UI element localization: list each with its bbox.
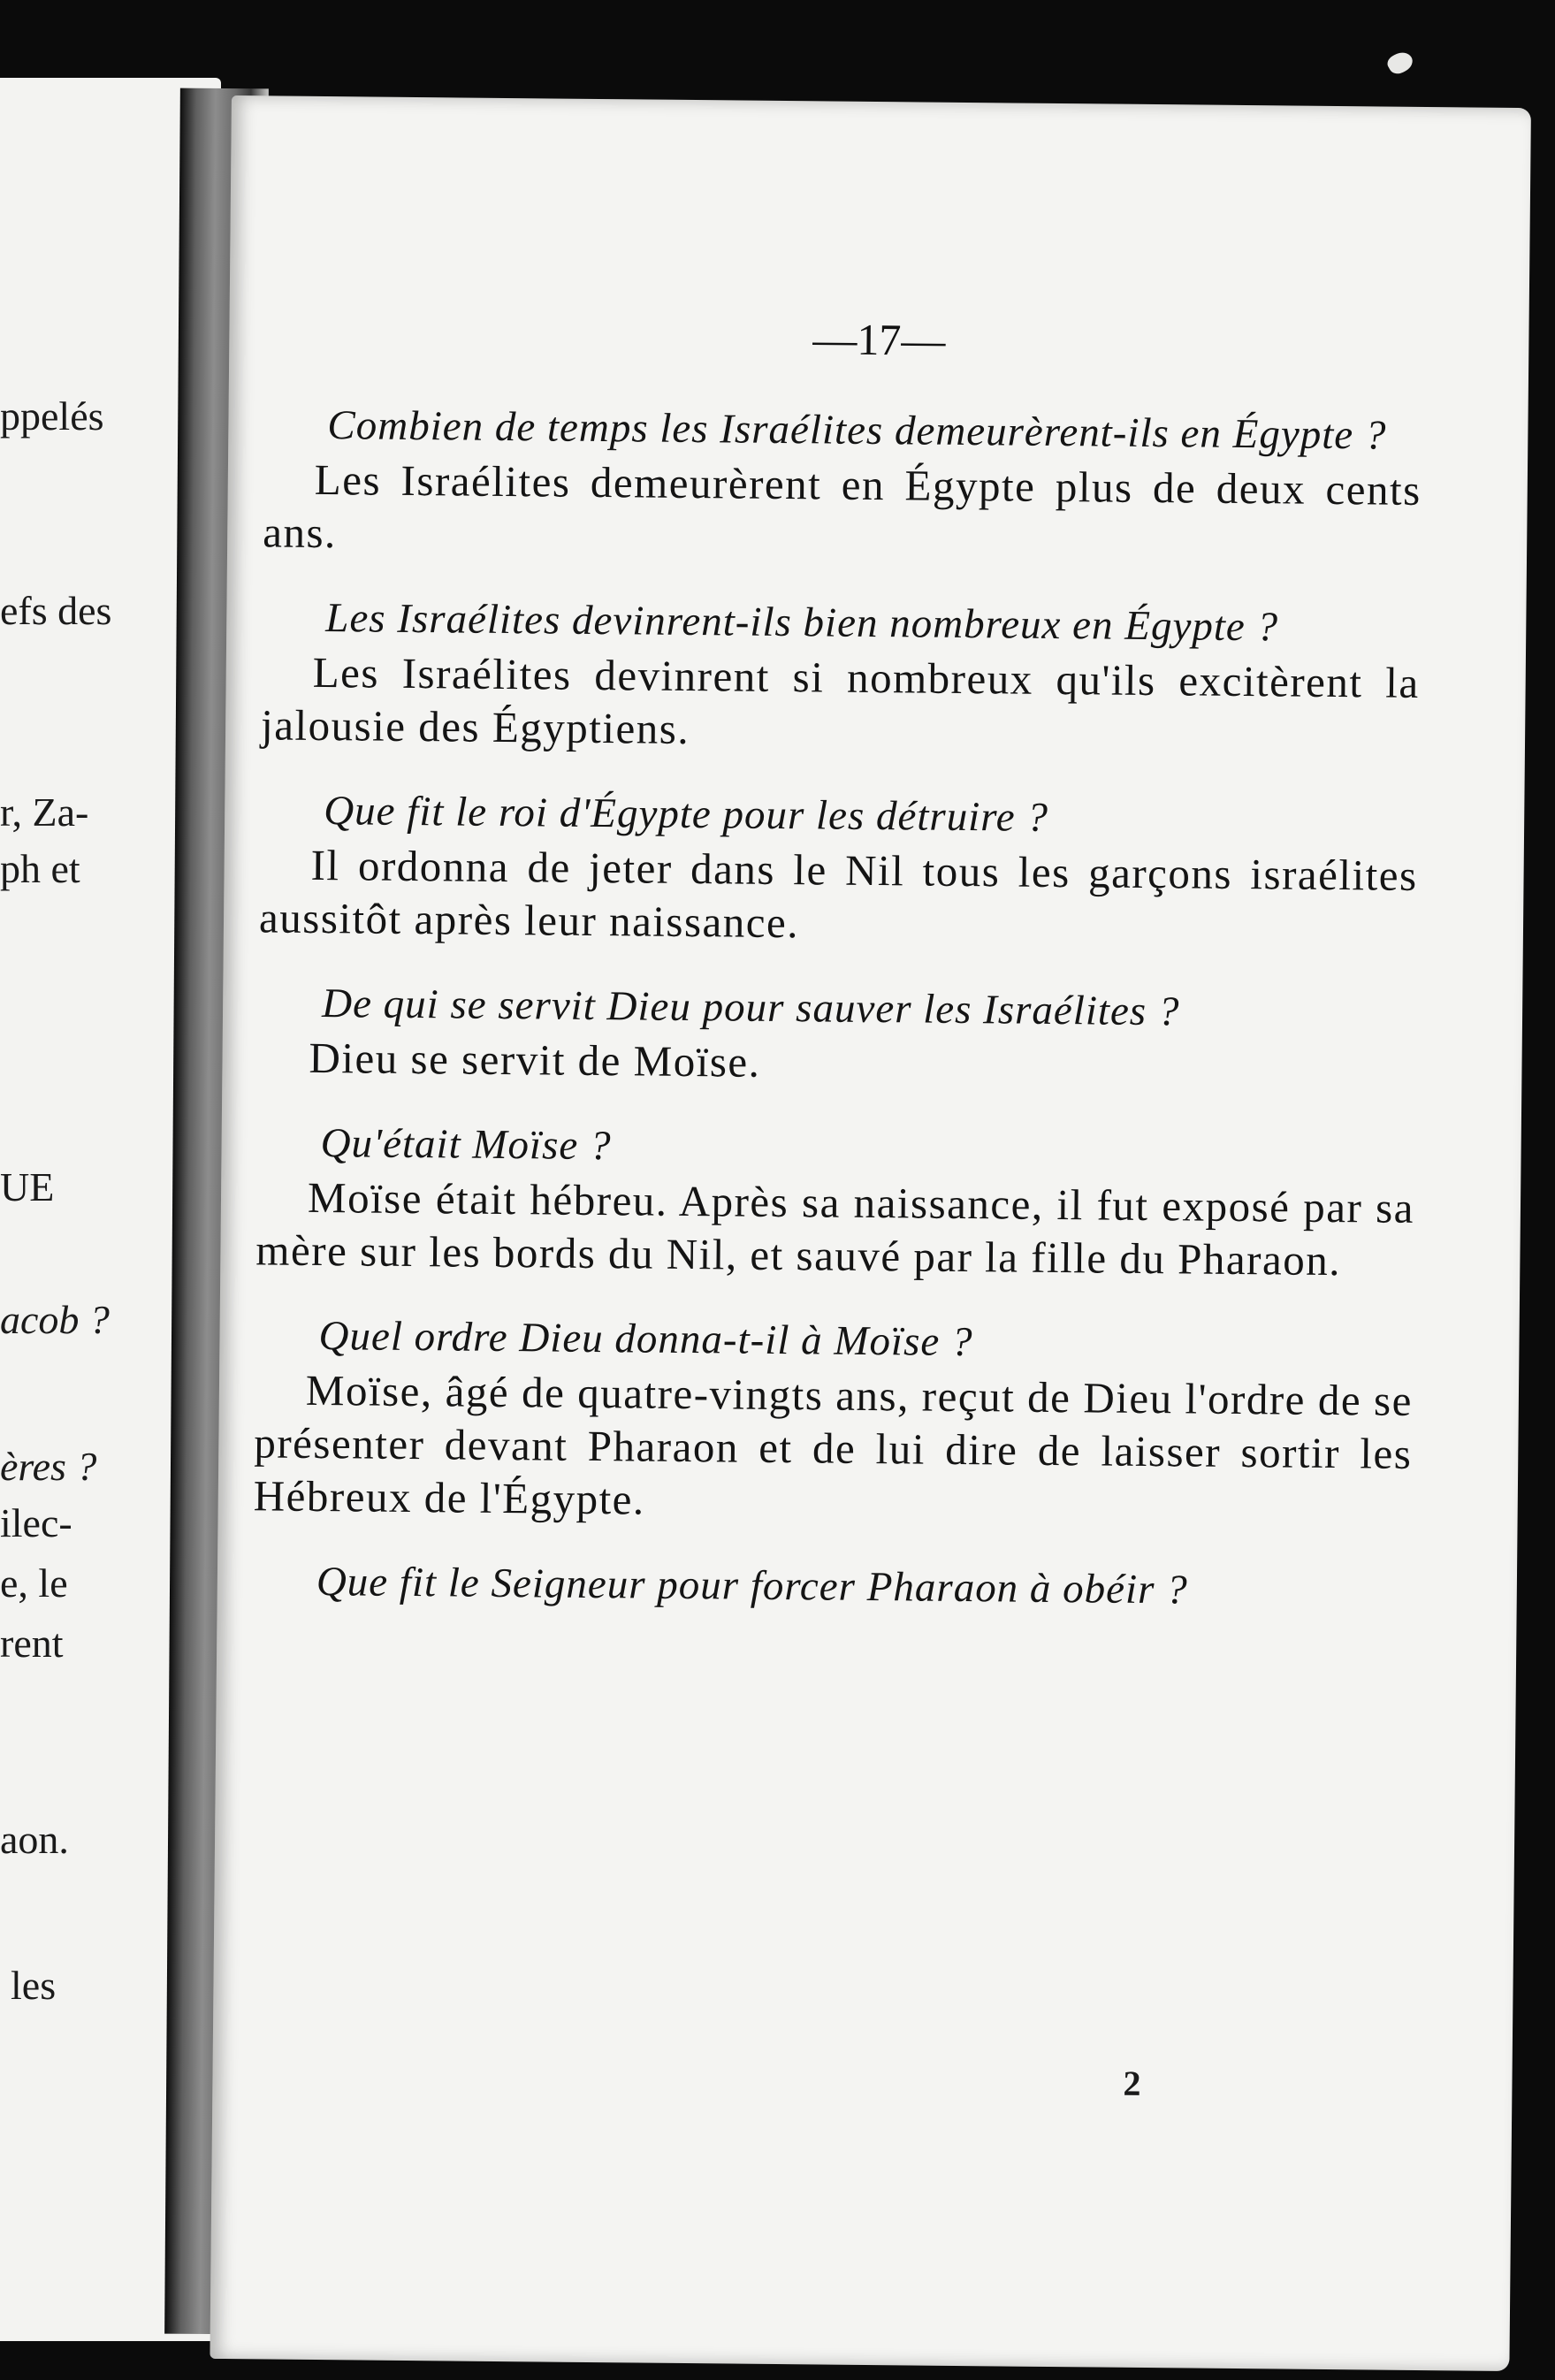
- left-page-fragment: r, Za-: [0, 790, 89, 835]
- question-text: Quel ordre Dieu donna-t-il à Moïse ?: [318, 1313, 973, 1366]
- right-page: [210, 95, 1531, 2371]
- qa-block: [254, 1307, 1414, 1534]
- question-text: Qu'était Moïse ?: [320, 1120, 612, 1170]
- left-page-fragment: acob ?: [0, 1297, 110, 1342]
- question-text: Que fit le roi d'Égypte pour les détruire ?: [323, 788, 1049, 841]
- qa-block: [257, 974, 1416, 1095]
- qa-block: [263, 396, 1422, 570]
- question-text: Que fit le Seigneur pour forcer Pharaon à obéir ?: [316, 1558, 1188, 1613]
- left-page-fragment: ères ?: [0, 1444, 97, 1489]
- left-page-fragment: rent: [0, 1621, 64, 1666]
- left-page-fragment: aon.: [0, 1817, 69, 1862]
- left-page-fragment: ph et: [0, 846, 80, 891]
- catechism-text: [253, 396, 1422, 1621]
- qa-block: [259, 782, 1419, 956]
- answer-text: Il ordonna de jeter dans le Nil tous les garçons israélites aussitôt après leur naissance.: [258, 840, 1418, 948]
- answer-text: Moïse, âgé de quatre-vingts ans, reçut de Dieu l'ordre de se présenter devant Pharaon et de lui dire de laisser sortir les Hébreux de l'Égypte.: [253, 1365, 1414, 1524]
- answer-text: Dieu se servit de Moïse.: [309, 1033, 761, 1087]
- left-page-fragment: efs des: [0, 588, 112, 633]
- question-text: De qui se servit Dieu pour sauver les Israélites ?: [321, 980, 1180, 1035]
- left-page-fragment: ilec-: [0, 1500, 72, 1545]
- qa-block: [255, 1114, 1415, 1288]
- paper-speck: [1384, 48, 1415, 77]
- signature-mark: 2: [1123, 2063, 1141, 2103]
- question-text: Les Israélites devinrent-ils bien nombreux en Égypte ?: [325, 595, 1279, 651]
- left-page-fragment: les: [11, 1963, 57, 2008]
- answer-text: Moïse était hébreu. Après sa naissance, il fut exposé par sa mère sur les bords du Nil, et sauvé par la fille du Pharaon.: [255, 1172, 1415, 1285]
- question-text: Combien de temps les Israélites demeurèrent-ils en Égypte ?: [327, 402, 1387, 459]
- qa-block: [261, 589, 1421, 763]
- left-page-fragment: ppelés: [0, 393, 104, 439]
- answer-text: Les Israélites devinrent si nombreux qu'ils excitèrent la jalousie des Égyptiens.: [260, 647, 1420, 754]
- left-page-fragment: e, le: [0, 1560, 68, 1606]
- left-page-fragment: UE: [0, 1164, 55, 1209]
- answer-text: Les Israélites demeurèrent en Égypte plus de deux cents ans.: [262, 454, 1422, 558]
- page-number: —17—: [812, 314, 946, 365]
- qa-block: [253, 1552, 1412, 1621]
